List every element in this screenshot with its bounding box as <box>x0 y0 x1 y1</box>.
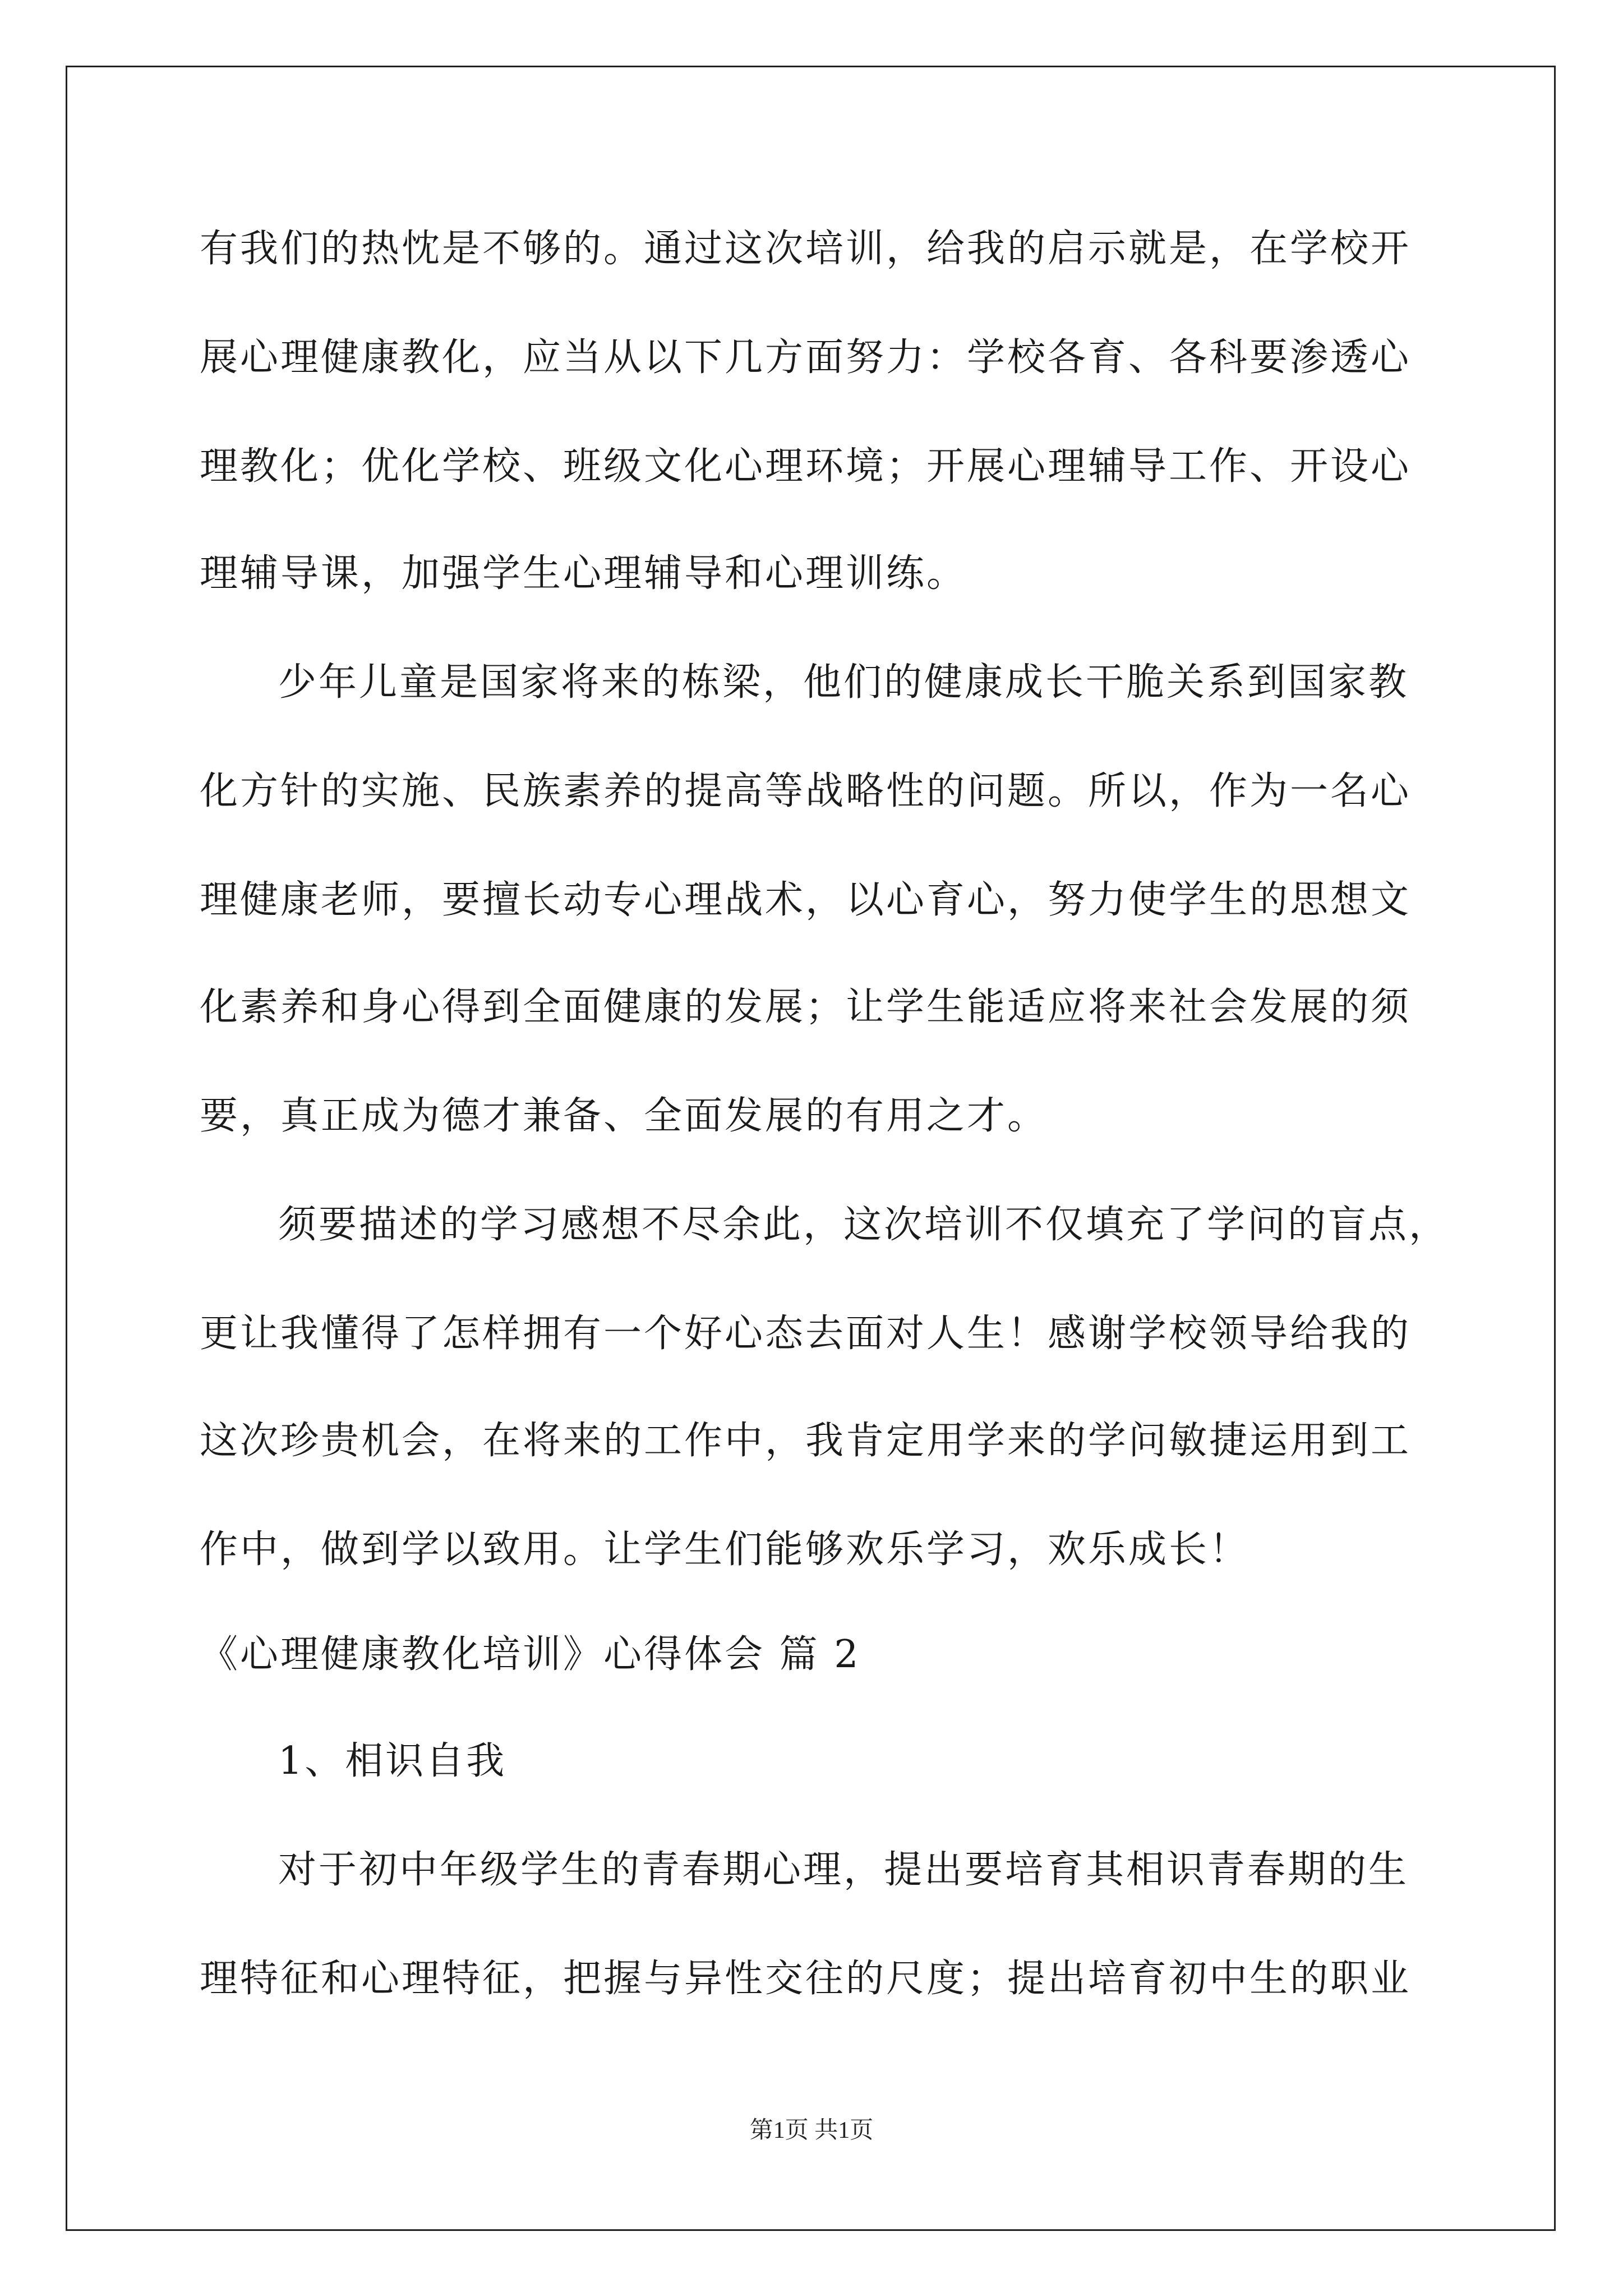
text-line: 理辅导课，加强学生心理辅导和心理训练。 <box>200 551 967 596</box>
page-footer: 第1页 共1页 <box>749 2118 874 2143</box>
paragraph-first-line: 少年儿童是国家将来的栋梁，他们的健康成长干脆关系到国家教 <box>278 660 1409 705</box>
text-line: 作中，做到学以致用。让学生们能够欢乐学习，欢乐成长！ <box>200 1527 1250 1572</box>
paragraph-first-line: 须要描述的学习感想不尽余此，这次培训不仅填充了学问的盲点， <box>278 1203 1450 1247</box>
paragraph-first-line: 对于初中年级学生的青春期心理，提出要培育其相识青春期的生 <box>278 1848 1409 1892</box>
text-line: 理教化；优化学校、班级文化心理环境；开展心理辅导工作、开设心 <box>200 444 1412 489</box>
page-border <box>66 66 1556 2231</box>
text-line: 理健康老师，要擅长动专心理战术，以心育心，努力使学生的思想文 <box>200 878 1412 922</box>
text-line: 化素养和身心得到全面健康的发展；让学生能适应将来社会发展的须 <box>200 985 1412 1029</box>
text-line: 展心理健康教化，应当从以下几方面努力：学校各育、各科要渗透心 <box>200 335 1412 380</box>
text-line: 有我们的热忱是不够的。通过这次培训，给我的启示就是，在学校开 <box>200 227 1412 271</box>
text-line: 化方针的实施、民族素养的提高等战略性的问题。所以，作为一名心 <box>200 769 1412 813</box>
text-line: 更让我懂得了怎样拥有一个好心态去面对人生！感谢学校领导给我的 <box>200 1312 1412 1356</box>
subsection-heading: 1、相识自我 <box>278 1739 507 1783</box>
section-heading: 《心理健康教化培训》心得体会 篇 2 <box>200 1632 861 1677</box>
text-line: 要，真正成为德才兼备、全面发展的有用之才。 <box>200 1094 1048 1138</box>
text-line: 这次珍贵机会，在将来的工作中，我肯定用学来的学问敏捷运用到工 <box>200 1419 1412 1463</box>
text-line: 理特征和心理特征，把握与异性交往的尺度；提出培育初中生的职业 <box>200 1957 1412 2001</box>
